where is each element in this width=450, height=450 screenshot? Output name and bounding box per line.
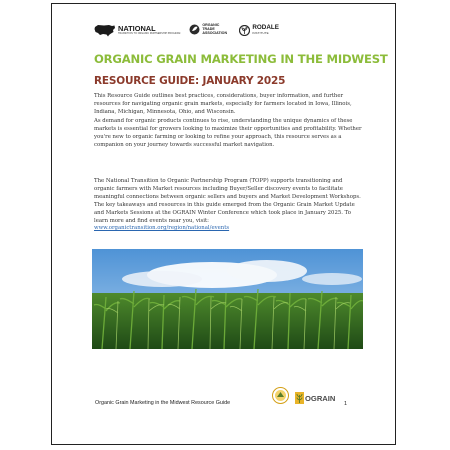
rodale-logo-name: RODALE	[252, 23, 279, 31]
topp-paragraph	[94, 178, 362, 233]
document-subtitle: RESOURCE GUIDE: JANUARY 2025	[94, 75, 286, 87]
topp-paragraph-text: The National Transition to Organic Partnership Program (TOPP) supports transitioning and organic farmers with Market resources including Buyer/Seller discovery events to facilitate meaningful connections between organic sellers and buyers and Market Development Workshops. The key takeaways and resources in this guide emerged from the Organic Grain Market Update and Markets Sessions at the OGRAIN Winter Conference which took place in January 2025. To learn more and find events near you, visit:	[94, 178, 361, 224]
document-page	[51, 3, 396, 445]
page-number: 1	[344, 401, 348, 407]
document-title: ORGANIC GRAIN MARKETING IN THE MIDWEST	[94, 52, 388, 66]
national-logo-name: NATIONAL	[118, 24, 156, 34]
ograin-grain-icon	[295, 392, 304, 404]
ota-logo-name: ORGANIC TRADE ASSOCIATION	[202, 23, 228, 35]
events-link[interactable]: www.organictransition.org/region/national/events	[94, 225, 230, 232]
ota-leaf-icon	[189, 24, 200, 35]
rodale-logo	[239, 25, 279, 36]
rodale-sprout-icon	[239, 25, 250, 36]
intro-paragraph: This Resource Guide outlines best practices, considerations, buyer information, and further resources for navigating organic grain markets, especially for farmers located in Iowa, Illinois, Indiana, Michigan, Minnesota, Ohio, and Wisconsin.	[94, 93, 352, 115]
cornfield-photo	[92, 249, 363, 349]
ograin-name: OGRAIN	[305, 393, 336, 403]
rodale-logo-sub: INSTITUTE	[252, 31, 269, 36]
demand-paragraph: As demand for organic products continues to rise, understanding the unique dynamics of these markets is essential for growers looking to maximize their opportunities and profitability. Whether you're new to organic farming or looking to refine your approach, this resource serves as a companion on your journey towards successful market navigation.	[94, 118, 362, 148]
partner-logos	[94, 21, 288, 39]
national-logo-sub: TRANSITION TO ORGANIC PARTNERSHIP PROGRAM	[118, 32, 181, 35]
circular-seal-icon	[272, 387, 289, 404]
usa-map-icon	[94, 24, 116, 37]
national-logo	[94, 24, 180, 37]
ograin-logo	[295, 392, 335, 404]
ota-logo	[189, 24, 230, 36]
footer-text: Organic Grain Marketing in the Midwest Resource Guide	[95, 400, 231, 406]
